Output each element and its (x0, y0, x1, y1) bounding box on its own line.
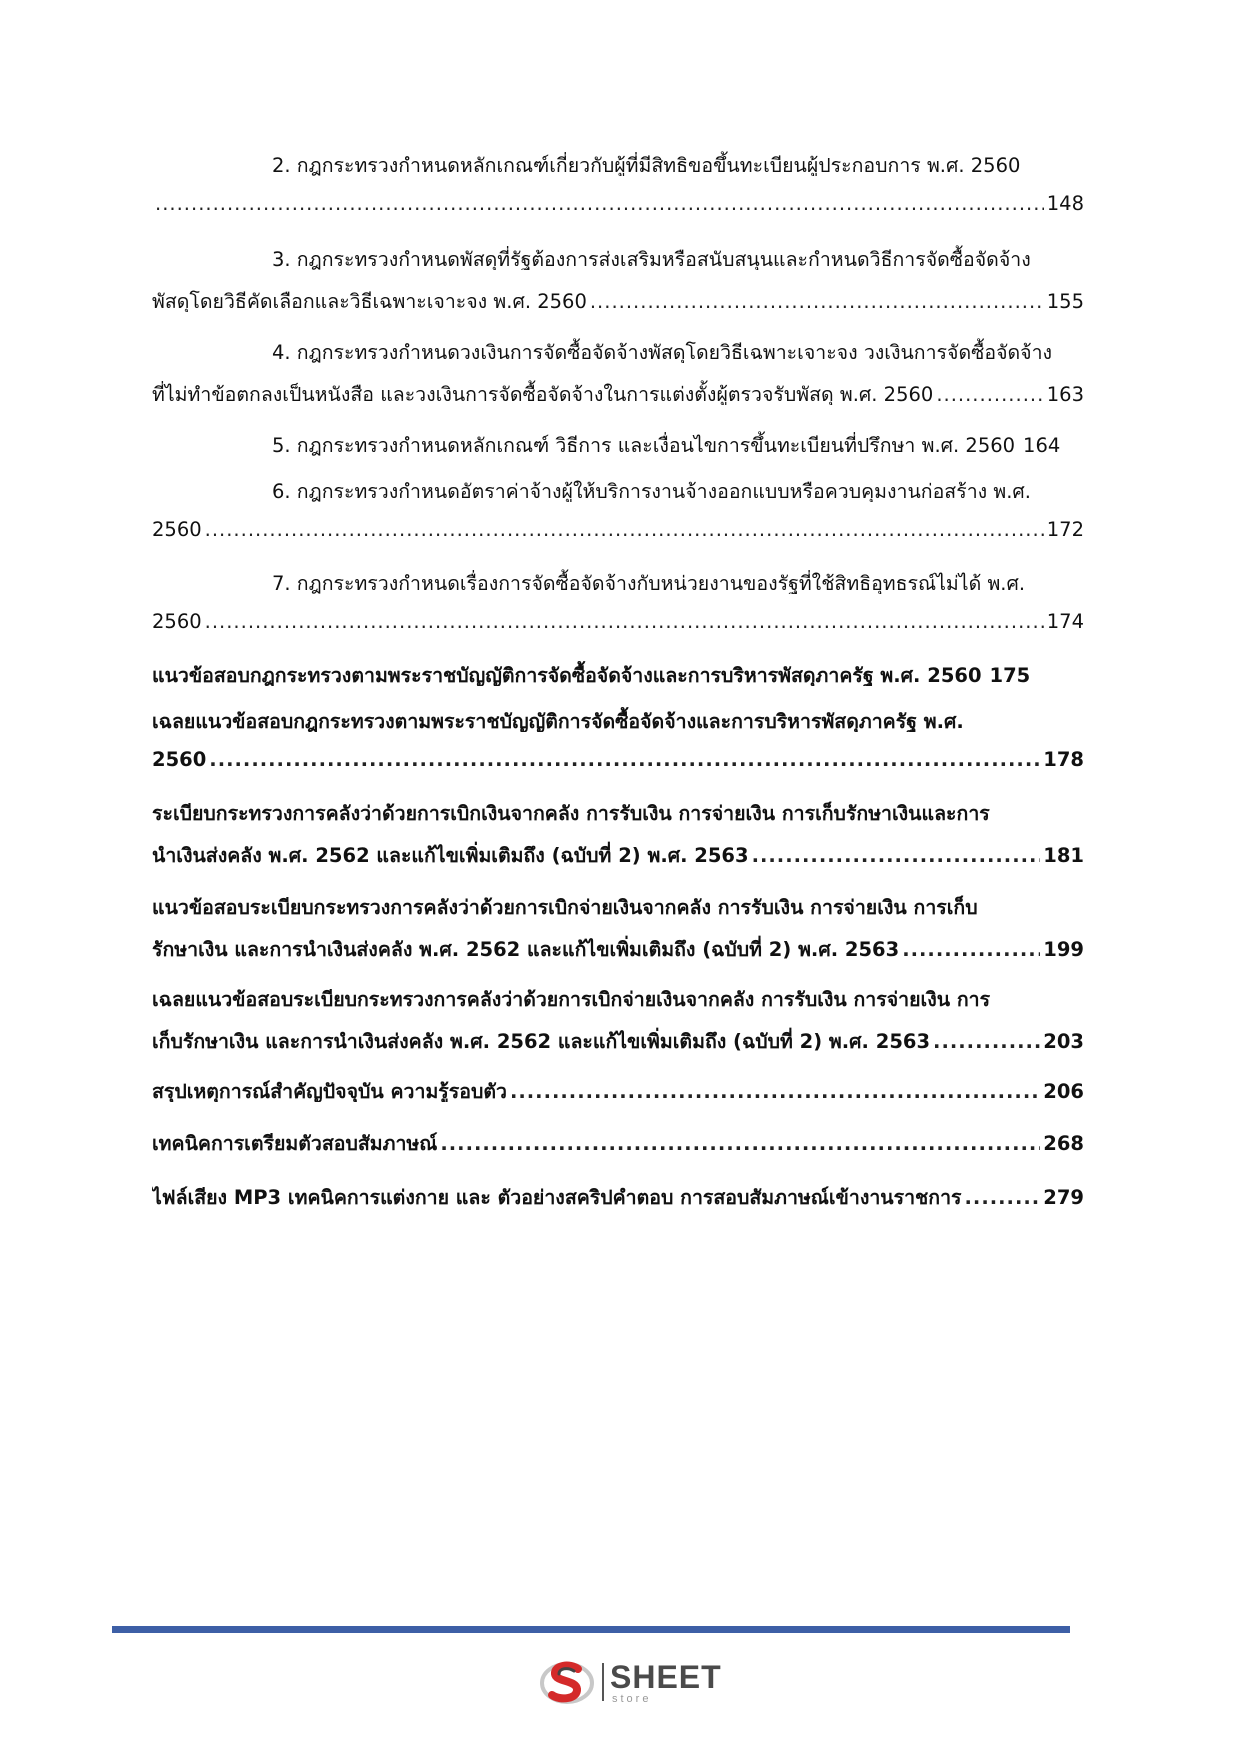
toc-entry-text: เก็บรักษาเงิน และการนำเงินส่งคลัง พ.ศ. 2562 และแก้ไขเพิ่มเติมถึง (ฉบับที่ 2) พ.ศ. 2563 (152, 1030, 931, 1052)
toc-page-number: 181 (1043, 844, 1084, 866)
toc-page-number: 148 (1046, 192, 1084, 215)
toc-page-number: 174 (1046, 610, 1084, 633)
toc-entry-text: 2. กฎกระทรวงกำหนดหลักเกณฑ์เกี่ยวกับผู้ที่มีสิทธิขอขึ้นทะเบียนผู้ประกอบการ พ.ศ. 2560 (272, 154, 1021, 176)
toc-entry-text: 2560 (152, 748, 207, 771)
toc-entry[interactable] (152, 660, 1084, 702)
toc-entry[interactable] (152, 706, 1084, 790)
sheet-store-logo (540, 1657, 722, 1709)
toc-entry-text: ระเบียบกระทรวงการคลังว่าด้วยการเบิกเงินจากคลัง การรับเงิน การจ่ายเงิน การเก็บรักษาเงินและการ (152, 802, 990, 824)
toc-page-number: 268 (1043, 1132, 1084, 1154)
toc-page-number: 199 (1043, 938, 1084, 960)
dot-leader (933, 1030, 1040, 1052)
toc-entry-text: แนวข้อสอบระเบียบกระทรวงการคลังว่าด้วยการเบิกจ่ายเงินจากคลัง การรับเงิน การจ่ายเงิน การเก็บ (152, 896, 978, 918)
toc-entry-text: สรุปเหตุการณ์สำคัญปัจจุบัน ความรู้รอบตัว (152, 1080, 507, 1102)
dot-leader (209, 748, 1040, 771)
dot-leader (965, 1186, 1041, 1208)
toc-entry-text: 4. กฎกระทรวงกำหนดวงเงินการจัดซื้อจัดจ้างพัสดุโดยวิธีเฉพาะเจาะจง วงเงินการจัดซื้อจัดจ้าง (272, 341, 1053, 363)
dot-leader (440, 1132, 1040, 1154)
toc-page-number: 163 (1046, 383, 1084, 405)
toc-entry[interactable] (152, 476, 1084, 560)
toc-entry[interactable] (152, 984, 1084, 1068)
dot-leader (205, 518, 1044, 541)
toc-entry-text: รักษาเงิน และการนำเงินส่งคลัง พ.ศ. 2562 และแก้ไขเพิ่มเติมถึง (ฉบับที่ 2) พ.ศ. 2563 (152, 938, 900, 960)
toc-entry-text: ที่ไม่ทำข้อตกลงเป็นหนังสือ และวงเงินการจัดซื้อจัดจ้างในการแต่งตั้งผู้ตรวจรับพัสดุ พ.ศ. 2560 (152, 383, 934, 405)
toc-entry[interactable] (152, 150, 1084, 234)
toc-page-number: 203 (1043, 1030, 1084, 1052)
toc-entry[interactable] (152, 892, 1084, 976)
toc-entry-text: พัสดุโดยวิธีคัดเลือกและวิธีเฉพาะเจาะจง พ.ศ. 2560 (152, 290, 587, 312)
toc-entry[interactable] (152, 1128, 1084, 1170)
toc-page-number: 206 (1043, 1080, 1084, 1102)
toc-entry[interactable] (152, 568, 1084, 652)
dot-leader (902, 938, 1040, 960)
logo-word: SHEET (610, 1659, 722, 1695)
toc-entry[interactable] (152, 244, 1084, 328)
toc-entry-text: 3. กฎกระทรวงกำหนดพัสดุที่รัฐต้องการส่งเสริมหรือสนับสนุนและกำหนดวิธีการจัดซื้อจัดจ้าง (272, 248, 1031, 270)
logo-s-icon (540, 1659, 594, 1705)
dot-leader (936, 383, 1043, 405)
dot-leader (590, 290, 1044, 312)
toc-entry[interactable] (152, 1182, 1084, 1224)
toc-entry-text: นำเงินส่งคลัง พ.ศ. 2562 และแก้ไขเพิ่มเติมถึง (ฉบับที่ 2) พ.ศ. 2563 (152, 844, 749, 866)
toc-entry-text: เฉลยแนวข้อสอบกฎกระทรวงตามพระราชบัญญัติการจัดซื้อจัดจ้างและการบริหารพัสดุภาครัฐ พ.ศ. (152, 710, 964, 732)
toc-entry-text: 5. กฎกระทรวงกำหนดหลักเกณฑ์ วิธีการ และเงื่อนไขการขึ้นทะเบียนที่ปรึกษา พ.ศ. 2560 (272, 434, 1016, 456)
dot-leader (155, 192, 1044, 215)
toc-page-number: 172 (1046, 518, 1084, 541)
toc-page-number: 279 (1043, 1186, 1084, 1208)
toc-entry[interactable] (152, 430, 1084, 472)
toc-entry-text: 2560 (152, 610, 202, 633)
toc-entry-text: เทคนิคการเตรียมตัวสอบสัมภาษณ์ (152, 1132, 438, 1154)
toc-entry-text: 7. กฎกระทรวงกำหนดเรื่องการจัดซื้อจัดจ้างกับหน่วยงานของรัฐที่ใช้สิทธิอุทธรณ์ไม่ได้ พ.ศ. (272, 572, 1026, 594)
toc-page-number: 175 (989, 664, 1031, 686)
toc-entry-text: แนวข้อสอบกฎกระทรวงตามพระราชบัญญัติการจัดซื้อจัดจ้างและการบริหารพัสดุภาครัฐ พ.ศ. 2560 (152, 664, 982, 686)
toc-page-number: 178 (1043, 748, 1084, 771)
toc-entry[interactable] (152, 1076, 1084, 1118)
toc-entry-text: 6. กฎกระทรวงกำหนดอัตราค่าจ้างผู้ให้บริการงานจ้างออกแบบหรือควบคุมงานก่อสร้าง พ.ศ. (272, 480, 1031, 502)
dot-leader (205, 610, 1044, 633)
logo-separator (602, 1663, 604, 1701)
dot-leader (510, 1080, 1040, 1102)
toc-entry-text: 2560 (152, 518, 202, 541)
toc-entry[interactable] (152, 798, 1084, 882)
toc-entry-text: เฉลยแนวข้อสอบระเบียบกระทรวงการคลังว่าด้วยการเบิกจ่ายเงินจากคลัง การรับเงิน การจ่ายเงิน การ (152, 988, 991, 1010)
toc-page-number: 155 (1046, 290, 1084, 312)
toc-entry[interactable] (152, 337, 1084, 421)
dot-leader (752, 844, 1041, 866)
toc-page-number: 164 (1023, 434, 1061, 456)
logo-subword: store (612, 1693, 652, 1705)
footer-rule (112, 1626, 1070, 1633)
toc-entry-text: ไฟล์เสียง MP3 เทคนิคการแต่งกาย และ ตัวอย่างสคริปคำตอบ การสอบสัมภาษณ์เข้างานราชการ (152, 1186, 962, 1208)
